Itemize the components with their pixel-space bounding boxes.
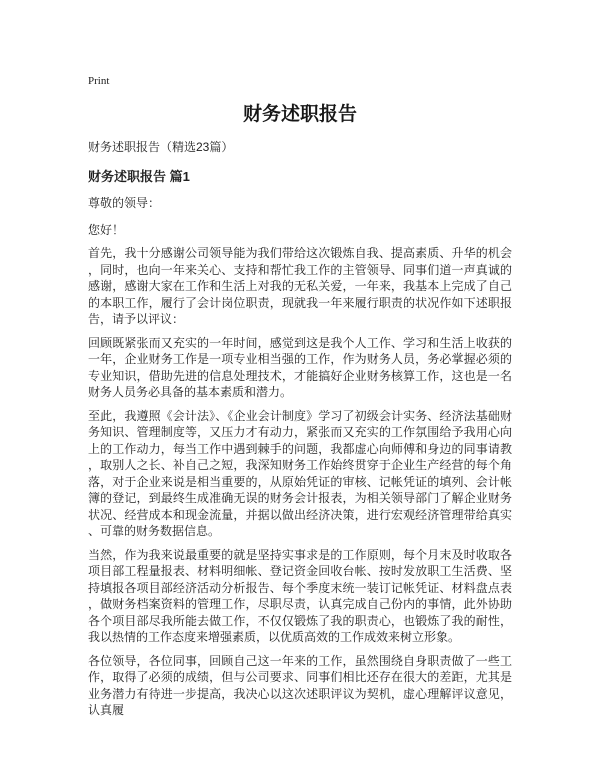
document-title: 财务述职报告: [242, 104, 357, 125]
salutation: 尊敬的领导：: [88, 196, 161, 210]
body-paragraph: 首先，我十分感谢公司领导能为我们带给这次锻炼自我、提高素质、升华的机会，同时，也向一年来关心、支持和帮忙我工作的主管领导、同事们道一声真诚的感谢，感谢大家在工作和生活上对我的无私关爱，一年来，我基本上完成了自己的本职工作，履行了会计岗位职责，现就我一年来履行职责的状况作如下述职报告，请予以评议：: [88, 246, 512, 326]
print-link[interactable]: Print: [88, 75, 110, 87]
greeting: 您好！: [88, 222, 125, 237]
body-paragraph: 回顾既紧张而又充实的一年时间，感觉到这是我个人工作、学习和生活上收获的一年，企业财务工作是一项专业相当强的工作，作为财务人员，务必掌握必须的专业知识，借助先进的信息处理技术，才能搞好企业财务核算工作，这也是一名财务人员务必具备的基本素质和潜力。: [88, 335, 512, 399]
section-heading: 财务述职报告 篇1: [88, 169, 190, 184]
document-subtitle: 财务述职报告（精选23篇）: [88, 140, 234, 154]
body-paragraph: 各位领导，各位同事，回顾自己这一年来的工作，虽然围绕自身职责做了一些工作，取得了必须的成绩，但与公司要求、同事们相比还存在很大的差距，尤其是业务潜力有待进一步提高，我决心以这次述职评议为契机，虚心理解评议意见，认真履: [88, 653, 512, 717]
body-paragraph: 至此，我遵照《会计法》、《企业会计制度》学习了初级会计实务、经济法基础财务知识、管理制度等，又压力才有动力，紧张而又充实的工作氛围给予我用心向上的工作动力，每当工作中遇到棘手的问题，我都虚心向师傅和身边的同事请教，取别人之长、补自己之短，我深知财务工作始终贯穿于企业生产经营的每个角落，对于企业来说是相当重要的，从原始凭证的审核、记帐凭证的填列、会计帐簿的登记，到最终生成准确无误的财务会计报表，为相关领导部门了解企业财务状况、经营成本和现金流量，并据以做出经济决策，进行宏观经济管理带给真实、可靠的财务数据信息。: [88, 408, 512, 538]
body-paragraph: 当然，作为我来说最重要的就是坚持实事求是的工作原则，每个月末及时收取各项目部工程量报表、材料明细帐、登记资金回收台帐、按时发放职工生活费、坚持填报各项目部经济活动分析报告、每个季度末统一装订记帐凭证、材料盘点表，做财务档案资料的管理工作，尽职尽责，认真完成自己份内的事情，此外协助各个项目部尽我所能去做工作，不仅仅锻炼了我的职责心，也锻炼了我的耐性，我以热情的工作态度来增强素质，以优质高效的工作成效来树立形象。: [88, 547, 512, 644]
